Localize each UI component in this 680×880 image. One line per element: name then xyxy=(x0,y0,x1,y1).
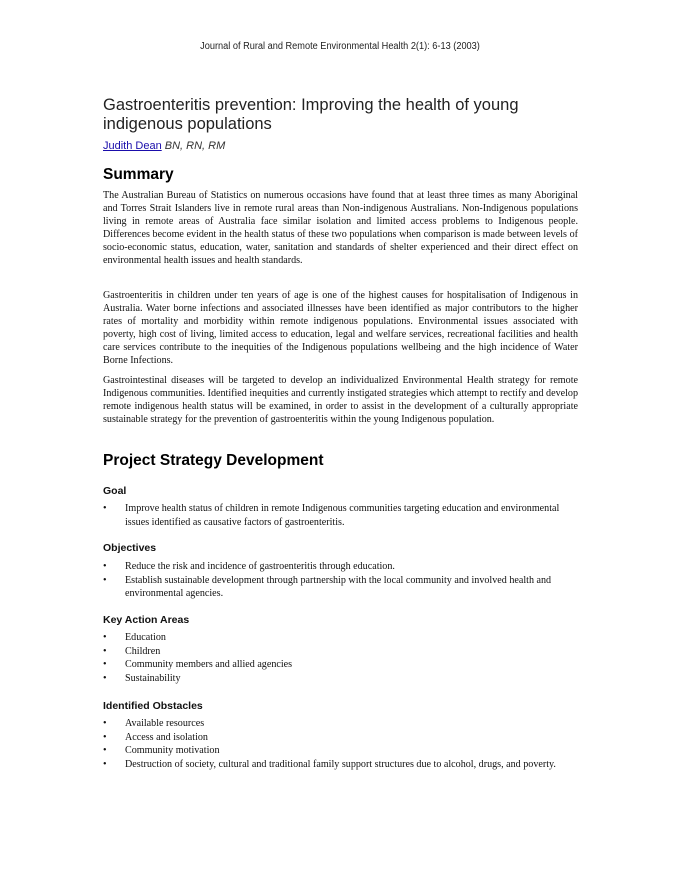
summary-paragraph-3: Gastrointestinal diseases will be targeted to develop an individualized Environmental Health strategy for remote Indigenous communities. Identified inequities and currently instigated strategies which attempt to rectify and develop remote indigenous health status will be examined, in order to assist in the development of a culturally appropriate sustainable strategy for the prevention of gastroenteritis within the young Indigenous population. xyxy=(103,375,578,426)
list-item: • Establish sustainable development through partnership with the local community and involved health and environmental agencies. xyxy=(103,574,552,600)
list-item: • Improve health status of children in remote Indigenous communities targeting education and environmental issues identified as causative factors of gastroenteritis. xyxy=(103,503,560,528)
goal-heading: Goal xyxy=(103,485,127,497)
list-item: • Access and isolation xyxy=(103,731,208,743)
summary-paragraph-1: The Australian Bureau of Statistics on numerous occasions have found that at least three times as many Aboriginal and Torres Strait Islanders live in remote rural areas than Non-indigenous Australians. Non-Indigenous populations living in remote areas of Australia face similar isolation and limited access problems to Indigenous people. Differences become evident in the health status of these two populations when comparison is made between levels of socio-economic status, education, water, sanitation and standards of shelter experienced and their direct effect on environmental health issues and health standards. xyxy=(103,190,578,267)
author-link[interactable]: Judith Dean xyxy=(103,140,162,152)
list-item: • Reduce the risk and incidence of gastroenteritis through education. xyxy=(103,561,395,572)
bullet-icon: • xyxy=(103,745,107,757)
list-item: • Community motivation xyxy=(103,745,220,757)
bullet-icon: • xyxy=(103,718,107,729)
bullet-icon: • xyxy=(103,503,107,514)
list-item: • Education xyxy=(103,632,166,643)
journal-header: Journal of Rural and Remote Environmental Health 2(1): 6-13 (2003) xyxy=(200,41,480,52)
bullet-icon: • xyxy=(103,731,107,743)
bullet-icon: • xyxy=(103,758,107,770)
strategy-heading: Project Strategy Development xyxy=(103,452,324,469)
list-item: • Sustainability xyxy=(103,672,181,684)
bullet-icon: • xyxy=(103,574,107,586)
list-item: • Community members and allied agencies xyxy=(103,659,293,671)
key-action-areas-list xyxy=(103,631,578,685)
list-item: • Children xyxy=(103,645,161,657)
objectives-heading: Objectives xyxy=(103,542,157,554)
summary-heading: Summary xyxy=(103,166,174,183)
objectives-list xyxy=(103,560,578,601)
bullet-icon: • xyxy=(103,632,107,643)
summary-paragraph-2: Gastroenteritis in children under ten years of age is one of the highest causes for hospitalisation of Indigenous in Australia. Water borne infections and associated illnesses have been identified as major contributors to the higher rates of mortality and morbidity within remote indigenous populations. Environmental issues associated with poverty, high cost of living, limited access to education, legal and welfare services, recreational facilities and health care services contribute to the inequities of the Indigenous populations wellbeing and the high incidence of Water Borne Infections. xyxy=(103,290,578,367)
identified-obstacles-list xyxy=(103,717,578,771)
key-action-areas-heading: Key Action Areas xyxy=(103,614,190,626)
bullet-icon: • xyxy=(103,659,107,671)
list-item: • Available resources xyxy=(103,718,205,729)
author-line xyxy=(103,140,225,152)
article-title: Gastroenteritis prevention: Improving the health of young indigenous populations xyxy=(103,96,519,133)
bullet-icon: • xyxy=(103,561,107,572)
author-credentials: BN, RN, RM xyxy=(164,140,226,152)
list-item: • Destruction of society, cultural and traditional family support structures due to alcohol, drugs, and poverty. xyxy=(103,758,556,770)
bullet-icon: • xyxy=(103,672,107,684)
goal-list xyxy=(103,502,578,529)
identified-obstacles-heading: Identified Obstacles xyxy=(103,700,203,712)
bullet-icon: • xyxy=(103,645,107,657)
